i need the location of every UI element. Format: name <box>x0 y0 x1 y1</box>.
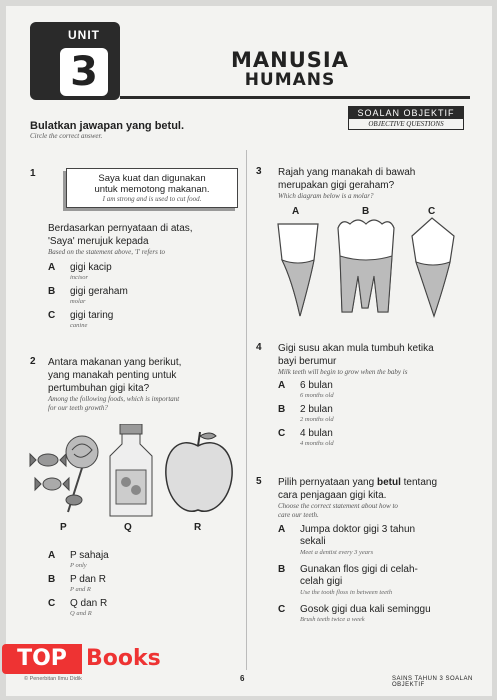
diagram-label: A <box>292 206 300 217</box>
stem-line: Berdasarkan pernyataan di atas, <box>48 223 193 234</box>
option-letter: C <box>48 598 56 609</box>
option-text: sekali <box>300 536 326 547</box>
option-translation: 4 months old <box>300 440 334 447</box>
option-translation: canine <box>70 322 88 329</box>
chapter-title: MANUSIA <box>231 48 349 72</box>
stem-translation: Which diagram below is a molar? <box>278 192 374 200</box>
image-label: P <box>60 522 67 533</box>
instruction-en: Circle the correct answer. <box>30 132 103 140</box>
option-translation: 6 months old <box>300 392 334 399</box>
question-number: 4 <box>256 342 262 353</box>
question-stem <box>48 356 240 413</box>
option-text: Jumpa doktor gigi 3 tahun <box>300 524 416 535</box>
option-translation: Meet a dentist every 3 years <box>300 549 374 556</box>
stem-line: 'Saya' merujuk kepada <box>48 236 149 247</box>
option-text: 4 bulan <box>300 428 333 439</box>
stem-line: Gigi susu akan mula tumbuh ketika <box>278 343 434 354</box>
diagram-label: B <box>362 206 370 217</box>
column-divider <box>246 150 247 670</box>
option-text: gigi kacip <box>70 262 112 273</box>
quote-line: Saya kuat dan digunakan <box>98 173 206 184</box>
question-number: 5 <box>256 476 262 487</box>
stem-translation: for our teeth growth? <box>48 404 108 412</box>
option-translation: P and R <box>70 586 91 593</box>
quote-translation: I am strong and is used to cut food. <box>102 195 202 203</box>
milk-bottle-image <box>106 424 156 520</box>
option-text: Q dan R <box>70 598 108 609</box>
stem-line: merupakan gigi geraham? <box>278 180 395 191</box>
canine-diagram <box>408 216 458 320</box>
page-number: 6 <box>240 674 245 683</box>
logo-top: TOP <box>2 644 82 674</box>
stem-line: Rajah yang manakah di bawah <box>278 167 416 178</box>
image-label: Q <box>124 522 132 533</box>
option-translation: P only <box>70 562 87 569</box>
question-stem <box>278 476 482 520</box>
option-letter: B <box>48 574 56 585</box>
stem-translation: Milk teeth will begin to grow when the baby is <box>278 368 408 376</box>
option-text: gigi taring <box>70 310 114 321</box>
option-letter: C <box>48 310 56 321</box>
unit-label: UNIT <box>68 28 100 42</box>
option-letter: C <box>278 428 286 439</box>
option-text: gigi geraham <box>70 286 128 297</box>
option-letter: A <box>278 524 286 535</box>
option-letter: A <box>48 550 56 561</box>
option-translation: Brush teeth twice a week <box>300 616 365 623</box>
stem-line: bayi berumur <box>278 356 337 367</box>
section-badge <box>348 106 464 130</box>
option-translation: 2 months old <box>300 416 334 423</box>
apple-image <box>160 428 238 518</box>
stem-line: cara penjagaan gigi kita. <box>278 490 387 501</box>
stem-translation: Among the following foods, which is important <box>48 395 180 403</box>
unit-number: 3 <box>60 48 108 96</box>
quote-line: untuk memotong makanan. <box>94 184 210 195</box>
option-text: P sahaja <box>70 550 109 561</box>
option-letter: A <box>278 380 286 391</box>
stem-line <box>278 476 482 489</box>
option-text: P dan R <box>70 574 106 585</box>
instruction <box>30 120 184 140</box>
stem-line: pertumbuhan gigi kita? <box>48 383 150 394</box>
stem-translation: Based on the statement above, 'I' refers to <box>48 248 166 256</box>
quote-box <box>66 168 238 208</box>
question-number: 3 <box>256 166 262 177</box>
option-text: 6 bulan <box>300 380 333 391</box>
option-translation: molar <box>70 298 86 305</box>
option-translation: incisor <box>70 274 89 281</box>
stem-translation: care our teeth. <box>278 511 319 519</box>
book-series: SAINS TAHUN 3 SOALAN OBJEKTIF <box>392 676 473 688</box>
question-stem <box>278 166 478 201</box>
question-number: 1 <box>30 168 36 179</box>
stem-part: Pilih pernyataan yang <box>278 477 375 488</box>
image-label: R <box>194 522 202 533</box>
option-translation: Use the tooth floss in between teeth <box>300 589 393 596</box>
option-letter: A <box>48 262 56 273</box>
question-stem <box>48 222 240 257</box>
stem-line: Antara makanan yang berikut, <box>48 357 182 368</box>
option-letter: C <box>278 604 286 615</box>
option-translation: Q and R <box>70 610 92 617</box>
instruction-ms: Bulatkan jawapan yang betul. <box>30 120 185 132</box>
question-stem <box>278 342 482 377</box>
option-letter: B <box>278 564 286 575</box>
option-text: Gunakan flos gigi di celah- <box>300 564 418 575</box>
section-label-en: OBJECTIVE QUESTIONS <box>368 120 444 128</box>
incisor-diagram <box>270 220 326 320</box>
section-label-ms: SOALAN OBJEKTIF <box>349 107 463 119</box>
option-letter: B <box>278 404 286 415</box>
option-letter: B <box>48 286 56 297</box>
question-number: 2 <box>30 356 36 367</box>
header-rule <box>120 96 470 99</box>
option-text: celah gigi <box>300 576 343 587</box>
option-text: 2 bulan <box>300 404 333 415</box>
diagram-label: C <box>428 206 436 217</box>
chapter-subtitle: HUMANS <box>244 70 336 90</box>
stem-emphasis: betul <box>376 477 401 488</box>
logo-books: Books <box>86 646 161 671</box>
stem-line: yang manakah penting untuk <box>48 370 177 381</box>
candy-lollipop-image <box>28 420 110 520</box>
stem-translation: Choose the correct statement about how to <box>278 502 398 510</box>
option-text: Gosok gigi dua kali seminggu <box>300 604 431 615</box>
stem-part: tentang <box>403 477 438 488</box>
copyright: © Penerbitan Ilmu Didik <box>24 676 82 682</box>
molar-diagram <box>334 216 398 320</box>
